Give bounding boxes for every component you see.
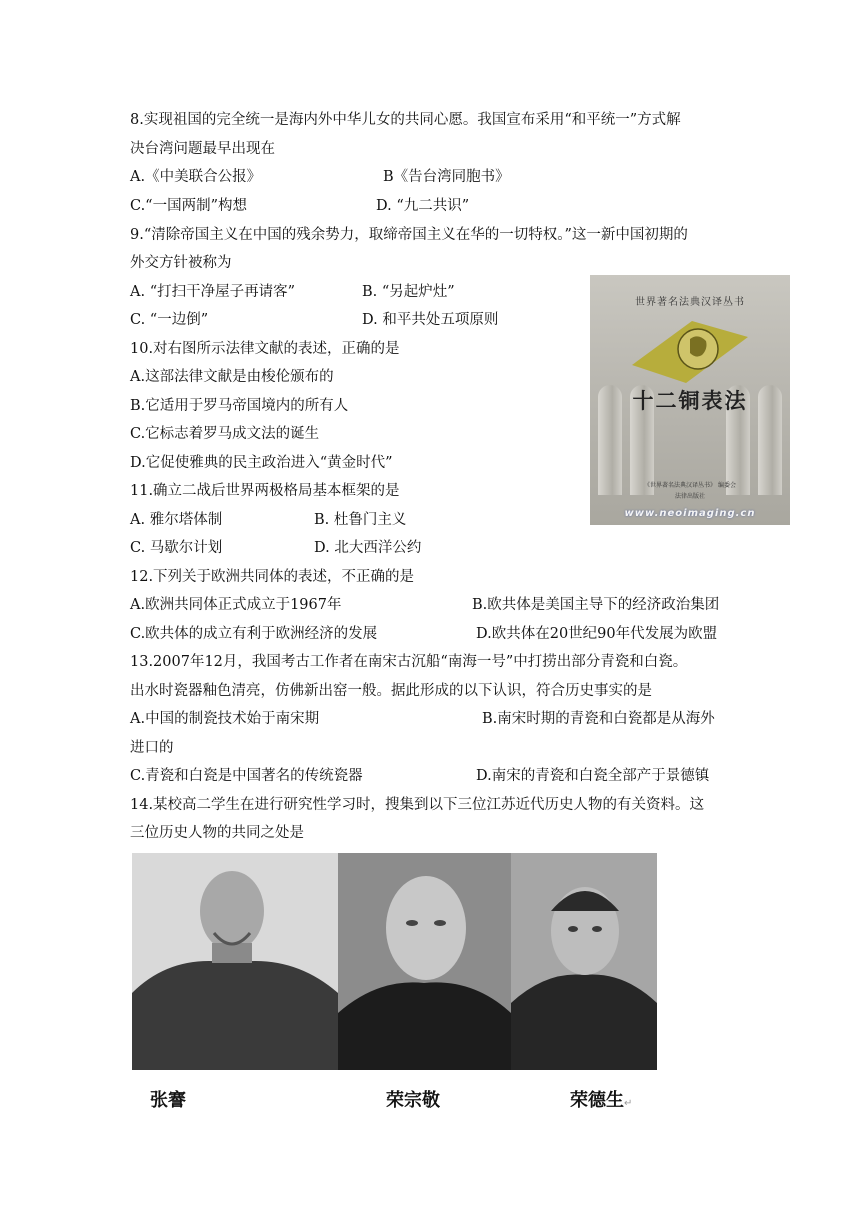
q10-option-c: C.它标志着罗马成文法的诞生 bbox=[130, 426, 320, 442]
portrait-photos bbox=[132, 853, 657, 1070]
q8-stem-line1: 8.实现祖国的完全统一是海内外中华儿女的共同心愿。我国宣布采用“和平统一”方式解 bbox=[130, 112, 681, 128]
book-title: 十二铜表法 bbox=[632, 388, 748, 413]
portrait-zhang-jian bbox=[132, 853, 338, 1070]
q9-stem-line2: 外交方针被称为 bbox=[130, 255, 232, 271]
q9-option-b: B. “另起炉灶” bbox=[362, 284, 455, 300]
q8-stem-line2: 决台湾问题最早出现在 bbox=[130, 141, 275, 157]
twelve-tables-book-cover bbox=[590, 275, 790, 525]
q13-option-c: C.青瓷和白瓷是中国著名的传统瓷器 bbox=[130, 768, 363, 784]
q10-option-d: D.它促使雅典的民主政治进入“黄金时代” bbox=[130, 455, 393, 471]
q8-option-d: D. “九二共识” bbox=[376, 198, 470, 214]
portrait-rong-desheng bbox=[511, 853, 657, 1070]
q12-option-c: C.欧共体的成立有利于欧洲经济的发展 bbox=[130, 626, 378, 642]
q12-option-b: B.欧共体是美国主导下的经济政治集团 bbox=[472, 597, 720, 613]
q9-option-c: C. “一边倒” bbox=[130, 312, 209, 328]
q8-option-c: C.“一国两制”构想 bbox=[130, 198, 248, 214]
caption-rong-desheng-text: 荣德生 bbox=[570, 1090, 624, 1111]
q13-option-b-line2: 进口的 bbox=[130, 740, 174, 756]
watermark: www.neoimaging.cn bbox=[624, 508, 756, 519]
q13-option-b-line1: B.南宋时期的青瓷和白瓷都是从海外 bbox=[482, 711, 715, 727]
q13-stem-line1: 13.2007年12月，我国考古工作者在南宋古沉船“南海一号”中打捞出部分青瓷和白瓷。 bbox=[130, 654, 688, 670]
q11-option-d: D. 北大西洋公约 bbox=[314, 540, 422, 556]
book-subtitle: 《世界著名法典汉译丛书》 编委会 bbox=[644, 482, 736, 489]
caption-rong-desheng bbox=[570, 1086, 632, 1112]
caption-rong-zongjing: 荣宗敬 bbox=[386, 1090, 440, 1111]
q11-option-a: A. 雅尔塔体制 bbox=[130, 512, 223, 528]
return-mark: ↵ bbox=[624, 1098, 633, 1109]
q9-option-a: A. “打扫干净屋子再请客” bbox=[130, 284, 296, 300]
book-publisher: 法律出版社 bbox=[674, 493, 705, 500]
q10-stem: 10.对右图所示法律文献的表述，正确的是 bbox=[130, 341, 400, 357]
q11-option-c: C. 马歇尔计划 bbox=[130, 540, 223, 556]
q14-stem-line1: 14.某校高二学生在进行研究性学习时，搜集到以下三位江苏近代历史人物的有关资料。这 bbox=[130, 797, 705, 813]
q9-option-d: D. 和平共处五项原则 bbox=[362, 312, 499, 328]
q11-stem: 11.确立二战后世界两极格局基本框架的是 bbox=[130, 483, 400, 499]
q8-option-b: B《告台湾同胞书》 bbox=[383, 169, 510, 185]
q12-stem: 12.下列关于欧洲共同体的表述，不正确的是 bbox=[130, 569, 415, 585]
caption-zhang-jian: 张謇 bbox=[150, 1090, 186, 1111]
q13-stem-line2: 出水时瓷器釉色清亮，仿佛新出窑一般。据此形成的以下认识，符合历史事实的是 bbox=[130, 683, 652, 699]
q9-stem-line1: 9.“清除帝国主义在中国的残余势力，取缔帝国主义在华的一切特权。”这一新中国初期的 bbox=[130, 227, 688, 243]
q12-option-a: A.欧洲共同体正式成立于1967年 bbox=[130, 597, 342, 613]
q11-option-b: B. 杜鲁门主义 bbox=[314, 512, 407, 528]
portrait-rong-zongjing bbox=[338, 853, 511, 1070]
book-emblem-icon bbox=[632, 317, 748, 387]
book-series-title: 世界著名法典汉译丛书 bbox=[635, 297, 745, 308]
q13-option-d: D.南宋的青瓷和白瓷全部产于景德镇 bbox=[476, 768, 710, 784]
q12-option-d: D.欧共体在20世纪90年代发展为欧盟 bbox=[476, 626, 718, 642]
q14-stem-line2: 三位历史人物的共同之处是 bbox=[130, 825, 304, 841]
q10-option-a: A.这部法律文献是由梭伦颁布的 bbox=[130, 369, 334, 385]
q10-option-b: B.它适用于罗马帝国境内的所有人 bbox=[130, 398, 349, 414]
q8-option-a: A.《中美联合公报》 bbox=[130, 169, 262, 185]
q13-option-a: A.中国的制瓷技术始于南宋期 bbox=[130, 711, 320, 727]
